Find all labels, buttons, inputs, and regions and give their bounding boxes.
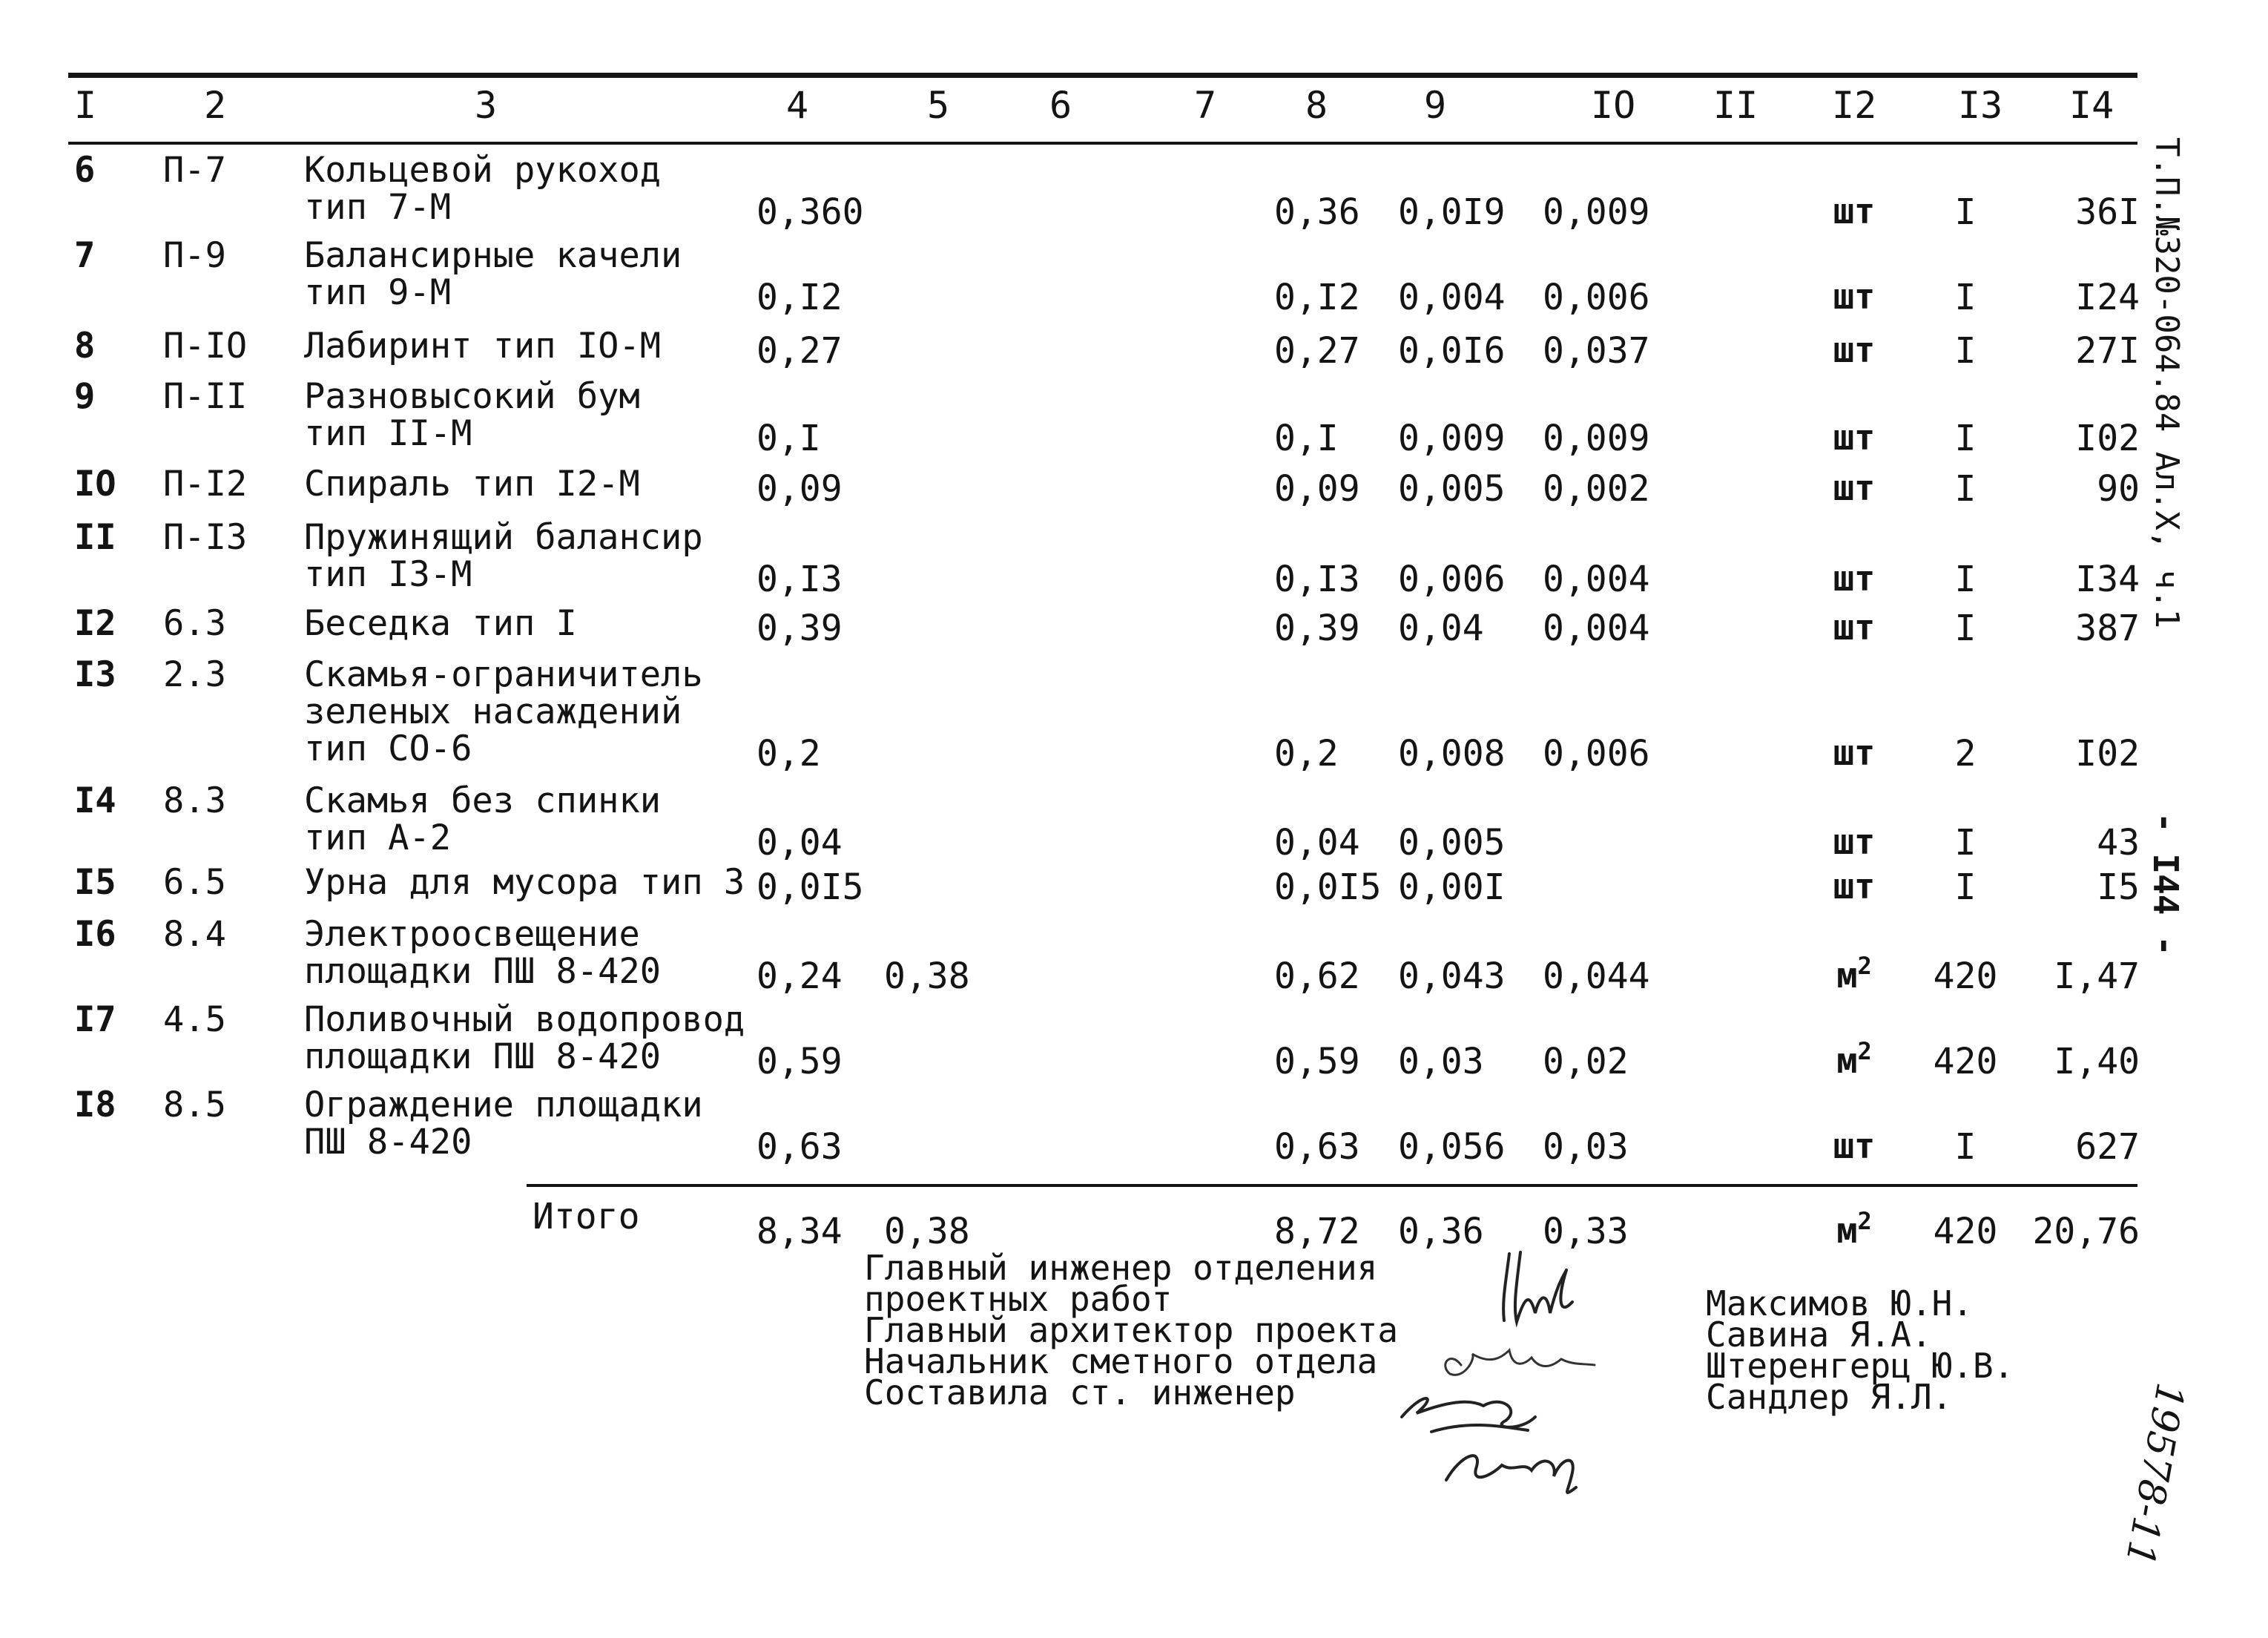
row-I2-c8: 0,39 bbox=[1274, 608, 1360, 649]
column-header-6: 6 bbox=[1049, 84, 1072, 127]
row-II-c8: 0,I3 bbox=[1274, 559, 1360, 600]
total-c4: 8,34 bbox=[756, 1211, 843, 1252]
row-II-c2: П-I3 bbox=[163, 517, 248, 558]
unit-text: м bbox=[1836, 956, 1858, 996]
row-I7-c10: 0,02 bbox=[1543, 1041, 1629, 1082]
row-7-c8: 0,I2 bbox=[1274, 277, 1360, 318]
row-I3-c10: 0,006 bbox=[1543, 733, 1650, 774]
row-7-c9: 0,004 bbox=[1398, 277, 1506, 318]
row-I3-c9: 0,008 bbox=[1398, 733, 1506, 774]
row-9-c4: 0,I bbox=[756, 418, 821, 459]
row-6-qty: I bbox=[1954, 191, 1977, 233]
column-header-11: II bbox=[1713, 84, 1758, 127]
row-I6-unit bbox=[1813, 952, 1895, 996]
column-header-7: 7 bbox=[1194, 84, 1217, 127]
row-9-c10: 0,009 bbox=[1543, 418, 1650, 459]
column-header-8: 8 bbox=[1305, 84, 1328, 127]
row-I2-c4: 0,39 bbox=[756, 608, 843, 649]
row-I2-c9: 0,04 bbox=[1398, 608, 1484, 649]
column-header-5: 5 bbox=[927, 84, 950, 127]
row-I8-c2: 8.5 bbox=[163, 1085, 226, 1125]
row-II-c1: II bbox=[74, 517, 116, 558]
row-I2-c1: I2 bbox=[74, 603, 116, 644]
row-I4-unit: шт bbox=[1833, 822, 1876, 863]
row-IО-unit: шт bbox=[1833, 468, 1876, 509]
signoff-titles: Главный инженер отделения проектных работ Главный архитектор проекта Начальник сметного отдела Составила ст. инженер bbox=[864, 1248, 1399, 1412]
row-I6-c10: 0,044 bbox=[1543, 956, 1650, 997]
row-I7-unit bbox=[1813, 1037, 1895, 1082]
row-7-c14: I24 bbox=[2075, 277, 2140, 318]
row-7-c10: 0,006 bbox=[1543, 277, 1650, 318]
margin-page-number: - I44 - bbox=[2146, 812, 2186, 956]
row-I2-c10: 0,004 bbox=[1543, 608, 1650, 649]
row-8-c4: 0,27 bbox=[756, 330, 843, 372]
table-top-rule bbox=[68, 73, 2137, 78]
row-II-qty: I bbox=[1954, 559, 1977, 600]
row-IО-c1: IО bbox=[74, 464, 116, 504]
row-I8-c8: 0,63 bbox=[1274, 1126, 1360, 1168]
unit-exponent: 2 bbox=[1857, 1207, 1872, 1235]
unit-exponent: 2 bbox=[1857, 1037, 1872, 1065]
row-I4-name: Скамья без спинки тип А-2 bbox=[304, 780, 662, 858]
total-label: Итого bbox=[533, 1196, 640, 1237]
row-I2-name: Беседка тип I bbox=[304, 603, 577, 644]
row-I6-c4: 0,24 bbox=[756, 956, 843, 997]
row-7-c1: 7 bbox=[74, 235, 96, 276]
row-I4-c14: 43 bbox=[2097, 822, 2140, 864]
row-IО-qty: I bbox=[1954, 468, 1977, 510]
row-I6-c1: I6 bbox=[74, 914, 116, 955]
row-I7-c2: 4.5 bbox=[163, 999, 226, 1040]
row-9-c14: I02 bbox=[2075, 418, 2140, 459]
row-8-c10: 0,037 bbox=[1543, 330, 1650, 372]
row-8-c9: 0,0I6 bbox=[1398, 330, 1506, 372]
row-9-c9: 0,009 bbox=[1398, 418, 1506, 459]
row-6-c2: П-7 bbox=[163, 150, 226, 191]
row-I5-c9: 0,00I bbox=[1398, 866, 1506, 908]
margin-document-code: Т.П.№320-064.84 Ал.Х, ч.1 bbox=[2148, 137, 2186, 629]
row-6-c14: 36I bbox=[2075, 191, 2140, 233]
row-IО-c9: 0,005 bbox=[1398, 468, 1506, 510]
total-qty: 420 bbox=[1933, 1211, 1998, 1252]
row-I8-c4: 0,63 bbox=[756, 1126, 843, 1168]
column-header-2: 2 bbox=[204, 84, 227, 127]
total-c10: 0,33 bbox=[1543, 1211, 1629, 1252]
row-6-c8: 0,36 bbox=[1274, 191, 1360, 233]
unit-text: м bbox=[1836, 1211, 1858, 1251]
row-I7-qty: 420 bbox=[1933, 1041, 1998, 1082]
row-7-name: Балансирные качели тип 9-М bbox=[304, 235, 682, 313]
row-6-c9: 0,0I9 bbox=[1398, 191, 1506, 233]
row-IО-c4: 0,09 bbox=[756, 468, 843, 510]
row-9-c1: 9 bbox=[74, 376, 96, 417]
row-9-c8: 0,I bbox=[1274, 418, 1339, 459]
row-I6-c14: I,47 bbox=[2054, 956, 2140, 997]
row-I3-c8: 0,2 bbox=[1274, 733, 1339, 774]
row-II-c4: 0,I3 bbox=[756, 559, 843, 600]
row-I5-c1: I5 bbox=[74, 862, 116, 903]
row-I5-unit: шт bbox=[1833, 866, 1876, 907]
row-I3-c4: 0,2 bbox=[756, 733, 821, 774]
row-6-c10: 0,009 bbox=[1543, 191, 1650, 233]
column-header-4: 4 bbox=[786, 84, 809, 127]
row-6-name: Кольцевой рукоход тип 7-М bbox=[304, 150, 662, 228]
row-I6-qty: 420 bbox=[1933, 956, 1998, 997]
row-I6-name: Электроосвещение площадки ПШ 8-420 bbox=[304, 914, 662, 992]
column-header-10: IO bbox=[1591, 84, 1636, 127]
row-7-c4: 0,I2 bbox=[756, 277, 843, 318]
row-IО-c14: 90 bbox=[2097, 468, 2140, 510]
row-8-qty: I bbox=[1954, 330, 1977, 372]
row-9-unit: шт bbox=[1833, 418, 1876, 458]
row-I7-c4: 0,59 bbox=[756, 1041, 843, 1082]
row-I3-qty: 2 bbox=[1954, 733, 1977, 774]
row-I4-c2: 8.3 bbox=[163, 780, 226, 821]
total-c14: 20,76 bbox=[2032, 1211, 2140, 1252]
row-I8-c14: 627 bbox=[2075, 1126, 2140, 1168]
row-8-c1: 8 bbox=[74, 326, 96, 366]
column-header-3: 3 bbox=[475, 84, 498, 127]
handwritten-signatures bbox=[1372, 1231, 1684, 1499]
row-I2-qty: I bbox=[1954, 608, 1977, 649]
row-9-c2: П-II bbox=[163, 376, 248, 417]
row-I5-c8: 0,0I5 bbox=[1274, 866, 1382, 908]
row-I6-c8: 0,62 bbox=[1274, 956, 1360, 997]
row-IО-c8: 0,09 bbox=[1274, 468, 1360, 510]
row-I2-c2: 6.3 bbox=[163, 603, 226, 644]
row-8-c8: 0,27 bbox=[1274, 330, 1360, 372]
row-9-qty: I bbox=[1954, 418, 1977, 459]
row-II-c9: 0,006 bbox=[1398, 559, 1506, 600]
row-6-unit: шт bbox=[1833, 191, 1876, 232]
row-IО-c2: П-I2 bbox=[163, 464, 248, 504]
row-6-c1: 6 bbox=[74, 150, 96, 191]
row-8-c14: 27I bbox=[2075, 330, 2140, 372]
column-header-9: 9 bbox=[1424, 84, 1447, 127]
row-I4-c1: I4 bbox=[74, 780, 116, 821]
column-header-12: I2 bbox=[1832, 84, 1877, 127]
row-6-c4: 0,360 bbox=[756, 191, 864, 233]
column-header-13: I3 bbox=[1958, 84, 2003, 127]
row-8-c2: П-IО bbox=[163, 326, 248, 366]
signoff-names: Максимов Ю.Н. Савина Я.А. Штеренгерц Ю.В. Сандлер Я.Л. bbox=[1706, 1283, 2014, 1417]
total-c9: 0,36 bbox=[1398, 1211, 1484, 1252]
row-II-c14: I34 bbox=[2075, 559, 2140, 600]
row-7-unit: шт bbox=[1833, 277, 1876, 318]
row-I7-c9: 0,03 bbox=[1398, 1041, 1484, 1082]
unit-text: м bbox=[1836, 1041, 1858, 1082]
row-I6-c2: 8.4 bbox=[163, 914, 226, 955]
row-I8-c10: 0,03 bbox=[1543, 1126, 1629, 1168]
row-IО-name: Спираль тип I2-М bbox=[304, 464, 640, 504]
row-I5-c4: 0,0I5 bbox=[756, 866, 864, 908]
row-I2-unit: шт bbox=[1833, 608, 1876, 648]
column-header-14: I4 bbox=[2069, 84, 2114, 127]
row-I8-qty: I bbox=[1954, 1126, 1977, 1168]
row-I5-c2: 6.5 bbox=[163, 862, 226, 903]
row-I2-c14: 387 bbox=[2075, 608, 2140, 649]
row-I3-name: Скамья-ограничитель зеленых насаждений тип СО-6 bbox=[304, 654, 703, 769]
margin-stamp-number: 19578-11 bbox=[2116, 1379, 2192, 1570]
row-I7-c14: I,40 bbox=[2054, 1041, 2140, 1082]
row-I4-c8: 0,04 bbox=[1274, 822, 1360, 864]
row-I3-c2: 2.3 bbox=[163, 654, 226, 695]
total-unit bbox=[1813, 1207, 1895, 1251]
row-I5-qty: I bbox=[1954, 866, 1977, 908]
total-c8: 8,72 bbox=[1274, 1211, 1360, 1252]
row-I8-c1: I8 bbox=[74, 1085, 116, 1125]
row-I6-c9: 0,043 bbox=[1398, 956, 1506, 997]
row-I8-name: Ограждение площадки ПШ 8-420 bbox=[304, 1085, 703, 1162]
row-II-c10: 0,004 bbox=[1543, 559, 1650, 600]
total-c5: 0,38 bbox=[884, 1211, 970, 1252]
row-I7-name: Поливочный водопровод площадки ПШ 8-420 bbox=[304, 999, 745, 1077]
row-I7-c8: 0,59 bbox=[1274, 1041, 1360, 1082]
row-7-qty: I bbox=[1954, 277, 1977, 318]
row-I8-c9: 0,056 bbox=[1398, 1126, 1506, 1168]
row-7-c2: П-9 bbox=[163, 235, 226, 276]
row-I3-c14: I02 bbox=[2075, 733, 2140, 774]
row-I5-c14: I5 bbox=[2097, 866, 2140, 908]
column-header-1: I bbox=[74, 84, 97, 127]
row-IО-c10: 0,002 bbox=[1543, 468, 1650, 510]
row-8-unit: шт bbox=[1833, 330, 1876, 371]
unit-exponent: 2 bbox=[1857, 952, 1872, 980]
row-I6-c5: 0,38 bbox=[884, 956, 970, 997]
row-I3-unit: шт bbox=[1833, 733, 1876, 774]
row-I8-unit: шт bbox=[1833, 1126, 1876, 1167]
row-8-name: Лабиринт тип IО-М bbox=[304, 326, 662, 366]
row-II-name: Пружинящий балансир тип I3-М bbox=[304, 517, 703, 595]
row-I7-c1: I7 bbox=[74, 999, 116, 1040]
row-II-unit: шт bbox=[1833, 559, 1876, 599]
row-I4-c9: 0,005 bbox=[1398, 822, 1506, 864]
row-I5-name: Урна для мусора тип 3 bbox=[304, 862, 745, 903]
row-I3-c1: I3 bbox=[74, 654, 116, 695]
row-9-name: Разновысокий бум тип II-М bbox=[304, 376, 640, 454]
table-header-rule bbox=[68, 142, 2137, 145]
row-I4-c4: 0,04 bbox=[756, 822, 843, 864]
total-rule bbox=[527, 1184, 2137, 1187]
row-I4-qty: I bbox=[1954, 822, 1977, 864]
